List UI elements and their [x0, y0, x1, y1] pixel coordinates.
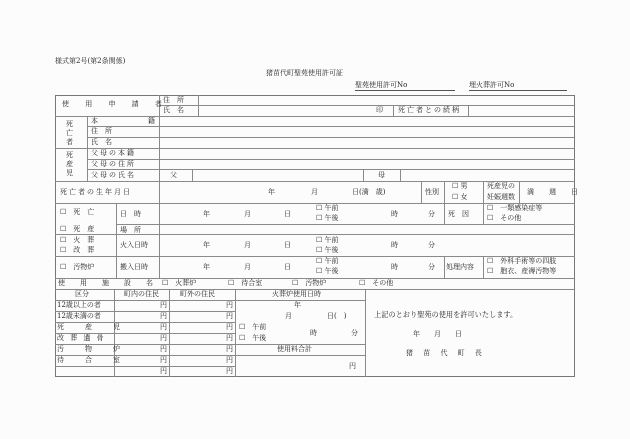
- cremation-pm-option[interactable]: ☐ 午後: [316, 246, 339, 254]
- approval-date: 年 月 日: [413, 330, 462, 338]
- use-year-unit: 年: [294, 301, 301, 309]
- death-place-field[interactable]: [160, 225, 574, 233]
- am-label: 午前: [324, 236, 339, 244]
- fee-resident-cell[interactable]: 円: [160, 356, 167, 364]
- fee-nonresident-cell[interactable]: 円: [226, 301, 233, 309]
- fee-nonresident-cell[interactable]: 円: [226, 345, 233, 353]
- mother-name-field[interactable]: [401, 170, 574, 180]
- process-placenta-label: 胞衣、産褥汚物等: [500, 267, 557, 275]
- pregnancy-label-2: 妊娠週数: [487, 193, 515, 201]
- seal-mark: 印: [376, 106, 383, 114]
- father-name-field[interactable]: [193, 170, 361, 180]
- death-datetime-label: 日 時: [120, 210, 141, 218]
- process-option-placenta[interactable]: ☐ 胞衣、産褥汚物等: [487, 267, 557, 275]
- female-label: 女: [460, 193, 468, 201]
- am-label: 午前: [324, 257, 339, 265]
- parent-name-label: 父母の氏名: [91, 171, 136, 179]
- fees-header-use-datetime: 火葬炉使用日時: [272, 290, 321, 298]
- waste-am-option[interactable]: ☐ 午前: [316, 257, 339, 265]
- am-label: 午前: [324, 204, 339, 212]
- waste-hour-unit: 時: [391, 263, 398, 271]
- fee-resident-cell[interactable]: 円: [160, 323, 167, 331]
- pm-label: 午後: [324, 246, 339, 254]
- death-am-option[interactable]: ☐ 午前: [316, 204, 339, 212]
- fee-row-label: 待 合 室: [57, 356, 127, 364]
- cremation-am-option[interactable]: ☐ 午前: [316, 236, 339, 244]
- waste-option[interactable]: ☐ 汚物炉: [60, 263, 95, 271]
- cremation-month-unit: 月: [244, 241, 251, 249]
- sex-female-option[interactable]: ☐ 女: [452, 193, 468, 201]
- facility-option-other[interactable]: ☐ その他: [359, 279, 394, 287]
- cause-infectious-label: 一類感染症等: [500, 204, 543, 212]
- applicant-address-field[interactable]: [199, 96, 574, 105]
- facility-option-label: 火葬炉: [175, 279, 197, 287]
- waste-day-unit: 日: [284, 263, 291, 271]
- cremation-option-label: 火 葬: [73, 236, 95, 244]
- fee-resident-cell[interactable]: 円: [160, 312, 167, 320]
- page-title: 猪苗代町聖苑使用許可証: [266, 69, 343, 77]
- pm-label: 午後: [252, 334, 267, 342]
- father-label: 父: [170, 171, 177, 179]
- applicant-label: 使 用 申 請 者: [62, 100, 169, 108]
- deceased-address-field[interactable]: [160, 127, 574, 136]
- death-pm-option[interactable]: ☐ 午後: [316, 214, 339, 222]
- use-pm-option[interactable]: ☐ 午後: [239, 334, 267, 342]
- approval-statement: 上記のとおり聖苑の使用を許可いたします。: [374, 310, 518, 319]
- waste-datetime-label: 搬入日時: [120, 263, 148, 271]
- am-label: 午前: [252, 323, 267, 331]
- relation-field[interactable]: [469, 106, 574, 115]
- death-option-label: 死 亡: [73, 208, 95, 216]
- use-day-unit: 日( ): [327, 312, 347, 320]
- fee-row-label: 死 産 児: [57, 323, 127, 331]
- cause-other-label: その他: [500, 214, 522, 222]
- facility-option-waste-furnace[interactable]: ☐ 汚物炉: [292, 279, 327, 287]
- cremation-day-unit: 日: [284, 241, 291, 249]
- fee-nonresident-cell[interactable]: 円: [226, 312, 233, 320]
- use-hour-unit: 時: [310, 329, 317, 337]
- waste-year-unit: 年: [203, 263, 210, 271]
- parent-honseki-label: 父母の本籍: [91, 149, 136, 157]
- stillborn-group-label: 死産児: [66, 151, 73, 177]
- pm-label: 午後: [324, 267, 339, 275]
- use-am-option[interactable]: ☐ 午前: [239, 323, 267, 331]
- birth-month-unit: 月: [311, 188, 318, 196]
- reburial-option-label: 改 葬: [73, 246, 95, 254]
- deceased-address-label: 住 所: [91, 127, 112, 135]
- deceased-honseki-field[interactable]: [160, 117, 574, 126]
- total-fee-label: 使用料合計: [277, 345, 312, 353]
- fee-row-label: 汚 物 炉: [57, 345, 127, 353]
- use-month-unit: 月: [285, 312, 292, 320]
- death-month-unit: 月: [244, 210, 251, 218]
- cremation-datetime-label: 火入日時: [120, 241, 148, 249]
- cremation-option[interactable]: ☐ 火 葬: [60, 236, 95, 244]
- stillbirth-option-label: 死 産: [73, 225, 95, 233]
- fee-resident-cell[interactable]: 円: [160, 367, 167, 375]
- cremation-hour-unit: 時: [391, 241, 398, 249]
- death-hour-unit: 時: [391, 210, 398, 218]
- parent-address-label: 父母の住所: [91, 160, 136, 168]
- seien-permit-no[interactable]: 聖苑使用許可No: [355, 82, 455, 91]
- death-year-unit: 年: [203, 210, 210, 218]
- fees-header-resident: 町内の住民: [124, 290, 159, 298]
- sex-male-option[interactable]: ☐ 男: [452, 182, 468, 190]
- facility-option-crematory[interactable]: ☐ 火葬炉: [162, 279, 197, 287]
- stillbirth-option[interactable]: ☐ 死 産: [60, 225, 95, 233]
- fee-resident-cell[interactable]: 円: [160, 345, 167, 353]
- form-id: 様式第2号(第2条関係): [55, 57, 126, 65]
- deceased-name-label: 氏 名: [91, 138, 112, 146]
- fee-row-label: 12歳未満の者: [57, 312, 101, 320]
- fee-resident-cell[interactable]: 円: [160, 334, 167, 342]
- waste-option-label: 汚物炉: [73, 263, 95, 271]
- fee-resident-cell[interactable]: 円: [160, 301, 167, 309]
- facility-option-label: その他: [372, 279, 394, 287]
- cause-label: 死 因: [448, 210, 469, 218]
- fees-header-category: 区分: [75, 290, 89, 298]
- cremation-year-unit: 年: [203, 241, 210, 249]
- deceased-name-field[interactable]: [160, 138, 574, 147]
- facility-option-waiting-room[interactable]: ☐ 待合室: [228, 279, 263, 287]
- applicant-name-label: 氏 名: [163, 106, 184, 114]
- facility-option-label: 待合室: [241, 279, 263, 287]
- fee-nonresident-cell[interactable]: 円: [226, 334, 233, 342]
- use-minute-unit: 分: [351, 329, 358, 337]
- maikaso-permit-no[interactable]: 埋火葬許可No: [469, 82, 567, 91]
- cremation-minute-unit: 分: [428, 241, 435, 249]
- death-place-label: 場 所: [120, 226, 141, 234]
- death-option[interactable]: ☐ 死 亡: [60, 208, 95, 216]
- fee-nonresident-cell[interactable]: 円: [226, 323, 233, 331]
- process-option-surgical[interactable]: ☐ 外科手術等の四肢: [487, 257, 557, 265]
- fee-nonresident-cell[interactable]: 円: [226, 356, 233, 364]
- pm-label: 午後: [324, 214, 339, 222]
- fee-row-label: 12歳以上の者: [57, 301, 101, 309]
- deceased-group-label: 死亡者: [66, 120, 73, 146]
- cause-option-infectious[interactable]: ☐ 一類感染症等: [487, 204, 543, 212]
- reburial-option[interactable]: ☐ 改 葬: [60, 246, 95, 254]
- facility-option-label: 汚物炉: [305, 279, 327, 287]
- facility-label: 使 用 施 設 名: [58, 279, 157, 287]
- waste-pm-option[interactable]: ☐ 午後: [316, 267, 339, 275]
- cause-option-other[interactable]: ☐ その他: [487, 214, 522, 222]
- pregnancy-label-1: 死産児の: [487, 182, 515, 190]
- birthdate-label: 死亡者の生年月日: [60, 188, 132, 196]
- fee-row-label: 改 葬 遺 骨: [57, 334, 106, 342]
- approval-signer: 猪 苗 代 町 長: [406, 349, 486, 357]
- birth-year-unit: 年: [268, 188, 275, 196]
- waste-minute-unit: 分: [428, 263, 435, 271]
- applicant-address-label: 住 所: [163, 96, 184, 104]
- applicant-name-field[interactable]: [199, 106, 369, 115]
- death-minute-unit: 分: [428, 210, 435, 218]
- waste-month-unit: 月: [244, 263, 251, 271]
- process-label: 処理内容: [446, 263, 474, 271]
- sex-label: 性別: [425, 188, 439, 196]
- fee-nonresident-cell[interactable]: 円: [226, 367, 233, 375]
- mother-label: 母: [378, 171, 385, 179]
- fees-header-nonresident: 町外の住民: [180, 290, 215, 298]
- birth-day-age-unit: 日(満 歳): [352, 188, 386, 196]
- death-day-unit: 日: [284, 210, 291, 218]
- process-surgical-label: 外科手術等の四肢: [500, 257, 557, 265]
- relation-label: 死亡者との続柄: [398, 106, 461, 114]
- total-fee-value[interactable]: 円: [349, 362, 356, 370]
- pregnancy-weeks-unit: 満 週 日: [527, 188, 582, 196]
- deceased-honseki-label: 本 籍: [91, 117, 155, 125]
- male-label: 男: [460, 182, 468, 190]
